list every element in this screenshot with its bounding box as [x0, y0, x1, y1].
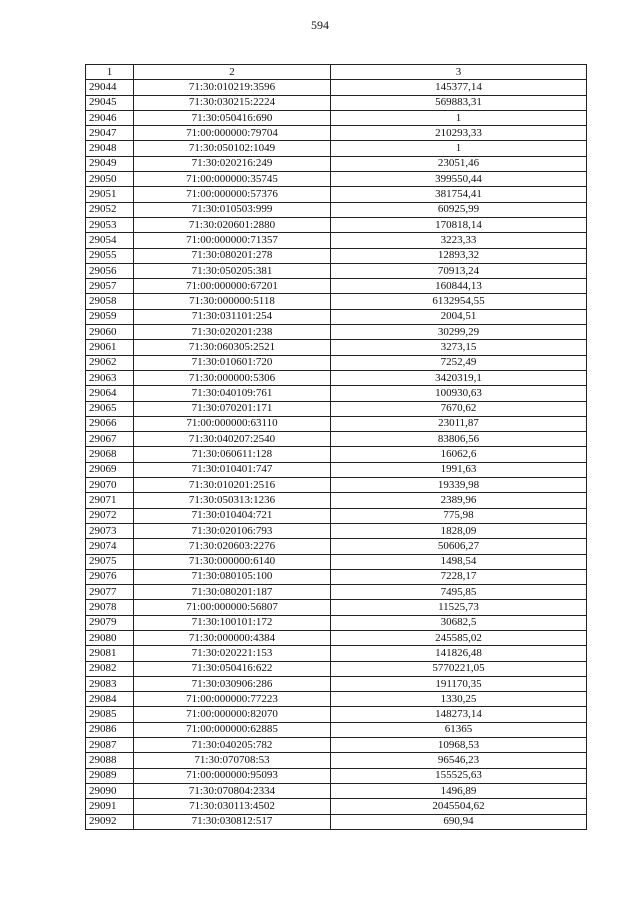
row-number-cell: 29076	[86, 569, 134, 584]
table-row	[86, 416, 587, 431]
cadastral-number-cell: 71:00:000000:79704	[134, 126, 331, 141]
row-number-cell: 29059	[86, 309, 134, 324]
value-cell: 690,94	[331, 814, 587, 829]
cadastral-number-cell: 71:30:040109:761	[134, 386, 331, 401]
data-table	[85, 64, 587, 830]
table-row	[86, 676, 587, 691]
value-cell: 2389,96	[331, 493, 587, 508]
row-number-cell: 29078	[86, 600, 134, 615]
cadastral-number-cell: 71:30:000000:5118	[134, 294, 331, 309]
row-number-cell: 29079	[86, 615, 134, 630]
table-row	[86, 202, 587, 217]
table-row	[86, 707, 587, 722]
value-cell: 6132954,55	[331, 294, 587, 309]
row-number-cell: 29051	[86, 187, 134, 202]
cadastral-number-cell: 71:30:050205:381	[134, 263, 331, 278]
value-cell: 30682,5	[331, 615, 587, 630]
cadastral-number-cell: 71:00:000000:95093	[134, 768, 331, 783]
table-row	[86, 814, 587, 829]
cadastral-number-cell: 71:30:010401:747	[134, 462, 331, 477]
page-number: 594	[311, 18, 329, 32]
table-row	[86, 600, 587, 615]
cadastral-number-cell: 71:30:030113:4502	[134, 799, 331, 814]
row-number-cell: 29075	[86, 554, 134, 569]
cadastral-number-cell: 71:30:100101:172	[134, 615, 331, 630]
table-row	[86, 753, 587, 768]
value-cell: 50606,27	[331, 539, 587, 554]
cadastral-number-cell: 71:00:000000:63110	[134, 416, 331, 431]
row-number-cell: 29080	[86, 630, 134, 645]
table-row	[86, 80, 587, 95]
value-cell: 1828,09	[331, 523, 587, 538]
table-row	[86, 692, 587, 707]
table-row	[86, 432, 587, 447]
row-number-cell: 29091	[86, 799, 134, 814]
table-row	[86, 722, 587, 737]
cadastral-number-cell: 71:30:031101:254	[134, 309, 331, 324]
table-row	[86, 141, 587, 156]
table-row	[86, 156, 587, 171]
row-number-cell: 29054	[86, 233, 134, 248]
cadastral-number-cell: 71:30:050416:622	[134, 661, 331, 676]
row-number-cell: 29083	[86, 676, 134, 691]
table-row	[86, 370, 587, 385]
value-cell: 3420319,1	[331, 370, 587, 385]
value-cell: 1496,89	[331, 783, 587, 798]
value-cell: 210293,33	[331, 126, 587, 141]
cadastral-number-cell: 71:00:000000:71357	[134, 233, 331, 248]
row-number-cell: 29048	[86, 141, 134, 156]
row-number-cell: 29081	[86, 646, 134, 661]
cadastral-number-cell: 71:30:050416:690	[134, 110, 331, 125]
value-cell: 61365	[331, 722, 587, 737]
row-number-cell: 29044	[86, 80, 134, 95]
value-cell: 30299,29	[331, 325, 587, 340]
row-number-cell: 29062	[86, 355, 134, 370]
row-number-cell: 29045	[86, 95, 134, 110]
cadastral-number-cell: 71:30:000000:4384	[134, 630, 331, 645]
value-cell: 3223,33	[331, 233, 587, 248]
cadastral-number-cell: 71:30:020221:153	[134, 646, 331, 661]
table-row	[86, 493, 587, 508]
value-cell: 7252,49	[331, 355, 587, 370]
table-row	[86, 783, 587, 798]
cadastral-number-cell: 71:30:010601:720	[134, 355, 331, 370]
cadastral-number-cell: 71:30:020603:2276	[134, 539, 331, 554]
table-row	[86, 233, 587, 248]
table-row	[86, 95, 587, 110]
table-row	[86, 738, 587, 753]
value-cell: 381754,41	[331, 187, 587, 202]
cadastral-number-cell: 71:30:070708:53	[134, 753, 331, 768]
cadastral-number-cell: 71:30:080201:278	[134, 248, 331, 263]
header-row	[86, 65, 587, 80]
table-row	[86, 508, 587, 523]
value-cell: 775,98	[331, 508, 587, 523]
row-number-cell: 29058	[86, 294, 134, 309]
value-cell: 1	[331, 110, 587, 125]
row-number-cell: 29060	[86, 325, 134, 340]
value-cell: 96546,23	[331, 753, 587, 768]
table-row	[86, 554, 587, 569]
row-number-cell: 29077	[86, 585, 134, 600]
cadastral-number-cell: 71:30:070804:2334	[134, 783, 331, 798]
cadastral-number-cell: 71:30:080201:187	[134, 585, 331, 600]
cadastral-number-cell: 71:30:010219:3596	[134, 80, 331, 95]
row-number-cell: 29073	[86, 523, 134, 538]
row-number-cell: 29049	[86, 156, 134, 171]
table-body	[86, 80, 587, 830]
row-number-cell: 29052	[86, 202, 134, 217]
table-row	[86, 615, 587, 630]
row-number-cell: 29084	[86, 692, 134, 707]
value-cell: 11525,73	[331, 600, 587, 615]
value-cell: 3273,15	[331, 340, 587, 355]
cadastral-number-cell: 71:00:000000:67201	[134, 279, 331, 294]
table-row	[86, 110, 587, 125]
value-cell: 160844,13	[331, 279, 587, 294]
table-row	[86, 248, 587, 263]
column-header-3: 3	[331, 65, 587, 80]
cadastral-number-cell: 71:00:000000:82070	[134, 707, 331, 722]
cadastral-number-cell: 71:30:050313:1236	[134, 493, 331, 508]
value-cell: 399550,44	[331, 172, 587, 187]
row-number-cell: 29057	[86, 279, 134, 294]
table-row	[86, 263, 587, 278]
table-row	[86, 187, 587, 202]
cadastral-number-cell: 71:30:000000:5306	[134, 370, 331, 385]
row-number-cell: 29071	[86, 493, 134, 508]
value-cell: 1	[331, 141, 587, 156]
table-row	[86, 478, 587, 493]
value-cell: 23011,87	[331, 416, 587, 431]
cadastral-number-cell: 71:30:020601:2880	[134, 217, 331, 232]
table-row	[86, 340, 587, 355]
row-number-cell: 29065	[86, 401, 134, 416]
column-header-2: 2	[134, 65, 331, 80]
table-row	[86, 447, 587, 462]
value-cell: 1498,54	[331, 554, 587, 569]
row-number-cell: 29055	[86, 248, 134, 263]
cadastral-number-cell: 71:30:020106:793	[134, 523, 331, 538]
row-number-cell: 29053	[86, 217, 134, 232]
cadastral-number-cell: 71:00:000000:56807	[134, 600, 331, 615]
cadastral-number-cell: 71:30:030812:517	[134, 814, 331, 829]
row-number-cell: 29092	[86, 814, 134, 829]
value-cell: 170818,14	[331, 217, 587, 232]
value-cell: 7228,17	[331, 569, 587, 584]
row-number-cell: 29086	[86, 722, 134, 737]
row-number-cell: 29056	[86, 263, 134, 278]
table-row	[86, 294, 587, 309]
row-number-cell: 29050	[86, 172, 134, 187]
cadastral-number-cell: 71:30:030906:286	[134, 676, 331, 691]
row-number-cell: 29090	[86, 783, 134, 798]
row-number-cell: 29061	[86, 340, 134, 355]
table-row	[86, 355, 587, 370]
table-row	[86, 217, 587, 232]
value-cell: 2045504,62	[331, 799, 587, 814]
value-cell: 1991,63	[331, 462, 587, 477]
cadastral-number-cell: 71:30:050102:1049	[134, 141, 331, 156]
cadastral-number-cell: 71:30:060611:128	[134, 447, 331, 462]
value-cell: 569883,31	[331, 95, 587, 110]
cadastral-number-cell: 71:00:000000:57376	[134, 187, 331, 202]
value-cell: 83806,56	[331, 432, 587, 447]
row-number-cell: 29087	[86, 738, 134, 753]
table-row	[86, 126, 587, 141]
cadastral-number-cell: 71:00:000000:62885	[134, 722, 331, 737]
table-row	[86, 569, 587, 584]
value-cell: 145377,14	[331, 80, 587, 95]
row-number-cell: 29064	[86, 386, 134, 401]
table-row	[86, 630, 587, 645]
value-cell: 10968,53	[331, 738, 587, 753]
value-cell: 16062,6	[331, 447, 587, 462]
row-number-cell: 29074	[86, 539, 134, 554]
table-row	[86, 401, 587, 416]
cadastral-number-cell: 71:30:010503:999	[134, 202, 331, 217]
cadastral-number-cell: 71:30:020216:249	[134, 156, 331, 171]
value-cell: 7670,62	[331, 401, 587, 416]
row-number-cell: 29085	[86, 707, 134, 722]
row-number-cell: 29082	[86, 661, 134, 676]
row-number-cell: 29047	[86, 126, 134, 141]
cadastral-number-cell: 71:30:010404:721	[134, 508, 331, 523]
row-number-cell: 29072	[86, 508, 134, 523]
value-cell: 191170,35	[331, 676, 587, 691]
row-number-cell: 29089	[86, 768, 134, 783]
value-cell: 7495,85	[331, 585, 587, 600]
value-cell: 23051,46	[331, 156, 587, 171]
table-row	[86, 585, 587, 600]
table-row	[86, 309, 587, 324]
table-row	[86, 523, 587, 538]
row-number-cell: 29067	[86, 432, 134, 447]
cadastral-number-cell: 71:30:070201:171	[134, 401, 331, 416]
value-cell: 100930,63	[331, 386, 587, 401]
table-row	[86, 279, 587, 294]
table-row	[86, 172, 587, 187]
value-cell: 148273,14	[331, 707, 587, 722]
value-cell: 12893,32	[331, 248, 587, 263]
cadastral-number-cell: 71:30:010201:2516	[134, 478, 331, 493]
table-row	[86, 768, 587, 783]
row-number-cell: 29066	[86, 416, 134, 431]
value-cell: 70913,24	[331, 263, 587, 278]
value-cell: 60925,99	[331, 202, 587, 217]
cadastral-number-cell: 71:30:030215:2224	[134, 95, 331, 110]
cadastral-number-cell: 71:30:080105:100	[134, 569, 331, 584]
row-number-cell: 29046	[86, 110, 134, 125]
value-cell: 245585,02	[331, 630, 587, 645]
cadastral-number-cell: 71:00:000000:77223	[134, 692, 331, 707]
table-row	[86, 386, 587, 401]
table-row	[86, 661, 587, 676]
cadastral-number-cell: 71:30:060305:2521	[134, 340, 331, 355]
cadastral-number-cell: 71:30:040205:782	[134, 738, 331, 753]
row-number-cell: 29069	[86, 462, 134, 477]
column-header-1: 1	[86, 65, 134, 80]
row-number-cell: 29068	[86, 447, 134, 462]
cadastral-number-cell: 71:30:020201:238	[134, 325, 331, 340]
table-row	[86, 462, 587, 477]
value-cell: 2004,51	[331, 309, 587, 324]
table-row	[86, 325, 587, 340]
value-cell: 1330,25	[331, 692, 587, 707]
cadastral-number-cell: 71:00:000000:35745	[134, 172, 331, 187]
cadastral-number-cell: 71:30:040207:2540	[134, 432, 331, 447]
value-cell: 5770221,05	[331, 661, 587, 676]
table-row	[86, 646, 587, 661]
table-row	[86, 539, 587, 554]
value-cell: 155525,63	[331, 768, 587, 783]
cadastral-number-cell: 71:30:000000:6140	[134, 554, 331, 569]
row-number-cell: 29070	[86, 478, 134, 493]
value-cell: 141826,48	[331, 646, 587, 661]
row-number-cell: 29063	[86, 370, 134, 385]
table-row	[86, 799, 587, 814]
value-cell: 19339,98	[331, 478, 587, 493]
row-number-cell: 29088	[86, 753, 134, 768]
